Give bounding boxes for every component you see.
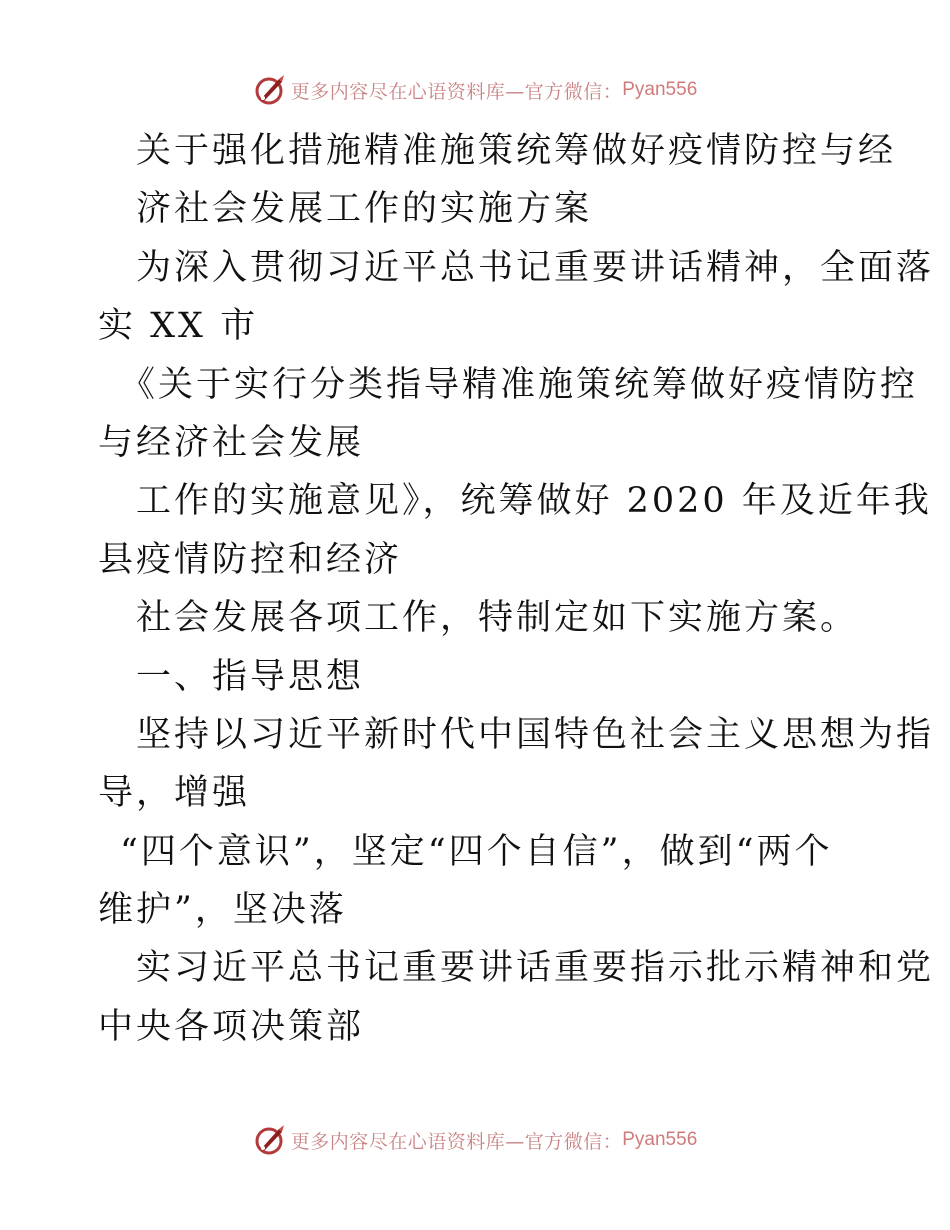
quill-pen-logo-icon <box>253 1123 287 1157</box>
paragraph-line: 实习近平总书记重要讲话重要指示批示精神和党 <box>136 948 935 989</box>
watermark-wechat-id: Pyan556 <box>622 79 698 100</box>
header-watermark <box>0 70 950 110</box>
paragraph-line: 与经济社会发展 <box>98 422 365 463</box>
document-body <box>98 122 935 1056</box>
footer-watermark <box>0 1120 950 1160</box>
paragraph-line: 维护”，坚决落 <box>98 890 347 931</box>
paragraph-line: 社会发展各项工作，特制定如下实施方案。 <box>136 598 859 639</box>
document-title-line-2: 济社会发展工作的实施方案 <box>136 189 593 230</box>
watermark-text: 更多内容尽在心语资料库—官方微信： <box>290 80 623 103</box>
paragraph-line: 坚持以习近平新时代中国特色社会主义思想为指 <box>136 714 935 755</box>
paragraph-line: 工作的实施意见》，统筹做好 2020 年及近年我 <box>136 481 932 522</box>
paragraph-line: “四个意识”，坚定“四个自信”，做到“两个 <box>120 831 833 872</box>
quill-pen-logo-icon <box>253 73 287 107</box>
paragraph-line: 实 XX 市 <box>98 306 259 347</box>
watermark-wechat-id: Pyan556 <box>622 1129 698 1150</box>
paragraph-line: 县疫情防控和经济 <box>98 539 403 580</box>
paragraph-line: 中央各项决策部 <box>98 1006 365 1047</box>
paragraph-line: 《关于实行分类指导精准施策统筹做好疫情防控 <box>120 364 919 405</box>
document-title-line-1: 关于强化措施精准施策统筹做好疫情防控与经 <box>136 131 897 171</box>
watermark-text: 更多内容尽在心语资料库—官方微信： <box>290 1130 623 1153</box>
paragraph-line: 导，增强 <box>98 773 251 814</box>
paragraph-line: 为深入贯彻习近平总书记重要讲话精神，全面落 <box>136 247 935 288</box>
section-heading: 一、指导思想 <box>136 656 365 697</box>
